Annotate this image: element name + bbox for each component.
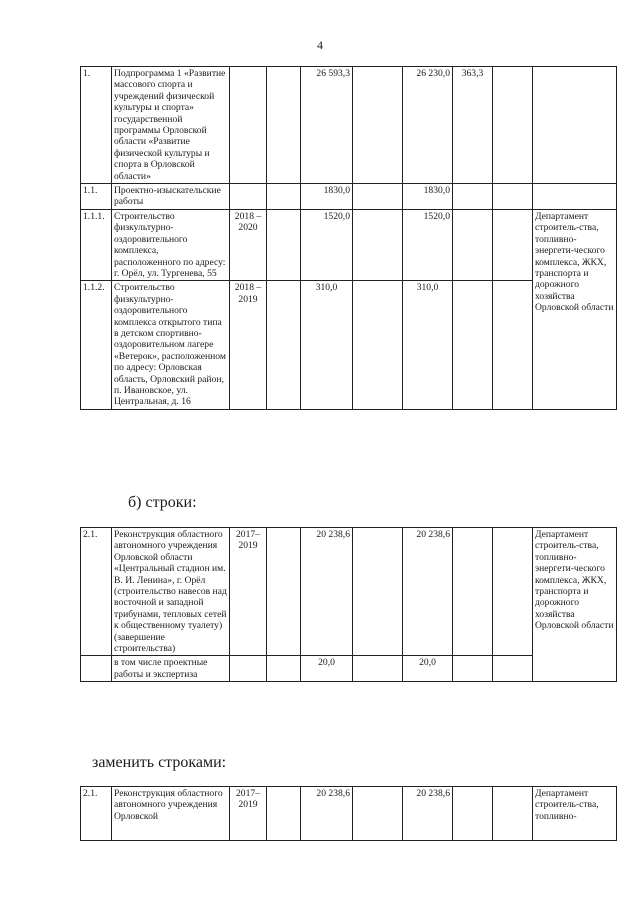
row-c7 (453, 184, 493, 210)
page-number: 4 (317, 38, 323, 52)
row-number: 2.1. (81, 787, 112, 841)
row-number: 1.1. (81, 184, 112, 210)
section-heading-b: б) строки: (128, 494, 197, 511)
row-name: Подпрограмма 1 «Развитие массового спорта и учреждений физической культуры и спорта» государственной программы Орловской области «Развитие физической культуры и спорта в Орловской области» (112, 67, 230, 184)
row-c7 (453, 281, 493, 409)
row-c6: 20 238,6 (403, 528, 453, 656)
row-period: 2018 – 2019 (230, 281, 267, 409)
row-c5 (353, 281, 403, 409)
row-number (81, 656, 112, 682)
table-row (81, 209, 617, 280)
table-row (81, 67, 617, 184)
row-total: 20,0 (301, 656, 353, 682)
row-c8 (493, 281, 533, 409)
row-c8 (493, 67, 533, 184)
empty-cell (267, 787, 301, 841)
table-row (81, 528, 617, 656)
responsible-department: Департамент строитель-ства, топливно-энергети-ческого комплекса, ЖКХ, транспорта и дорожного хозяйства Орловской области (533, 528, 617, 682)
row-dept (533, 184, 617, 210)
empty-cell (267, 184, 301, 210)
row-c6: 310,0 (403, 281, 453, 409)
row-c6: 26 230,0 (403, 67, 453, 184)
row-name: Строительство физкультурно-оздоровительного комплекса открытого типа в детском спортивно-оздоровительном лагере «Ветерок», расположенном по адресу: Орловская область, Орловский район, п. Ивановское, ул. Центральная, д. 16 (112, 281, 230, 409)
row-total: 310,0 (301, 281, 353, 409)
row-number: 1. (81, 67, 112, 184)
row-c8 (493, 656, 533, 682)
row-c6: 1520,0 (403, 209, 453, 280)
row-c5 (353, 67, 403, 184)
row-c8 (493, 184, 533, 210)
row-name: Строительство физкультурно-оздоровительного комплекса, расположенного по адресу: г. Орёл, ул. Тургенева, 55 (112, 209, 230, 280)
row-c7: 363,3 (453, 67, 493, 184)
section-heading-replace: заменить строками: (92, 754, 227, 771)
row-c8 (493, 528, 533, 656)
row-period (230, 67, 267, 184)
row-c8 (493, 787, 533, 841)
row-c5 (353, 528, 403, 656)
row-total: 26 593,3 (301, 67, 353, 184)
row-name: в том числе проектные работы и экспертиза (112, 656, 230, 682)
row-c7 (453, 528, 493, 656)
row-c5 (353, 209, 403, 280)
row-c6: 20,0 (403, 656, 453, 682)
empty-cell (267, 67, 301, 184)
row-total: 20 238,6 (301, 528, 353, 656)
empty-cell (267, 281, 301, 409)
table-row (81, 787, 617, 841)
row-c5 (353, 656, 403, 682)
row-name: Реконструкция областного автономного учреждения Орловской (112, 787, 230, 841)
row-c5 (353, 184, 403, 210)
budget-table-new (80, 786, 617, 841)
row-number: 1.1.1. (81, 209, 112, 280)
row-name: Реконструкция областного автономного учреждения Орловской области «Центральный стадион им. В. И. Ленина», г. Орёл (строительство навесов над восточной и западной трибунами, тепловых сетей к общественному туалету) (завершение строительства) (112, 528, 230, 656)
row-total: 20 238,6 (301, 787, 353, 841)
row-dept (533, 67, 617, 184)
table-row (81, 184, 617, 210)
row-c7 (453, 787, 493, 841)
row-total: 1520,0 (301, 209, 353, 280)
row-period (230, 656, 267, 682)
row-c6: 20 238,6 (403, 787, 453, 841)
row-total: 1830,0 (301, 184, 353, 210)
row-c7 (453, 209, 493, 280)
empty-cell (267, 209, 301, 280)
row-name: Проектно-изыскательские работы (112, 184, 230, 210)
budget-table-top (80, 66, 617, 410)
row-c8 (493, 209, 533, 280)
responsible-department: Департамент строитель-ства, топливно-энергети-ческого комплекса, ЖКХ, транспорта и дорожного хозяйства Орловской области (533, 209, 617, 409)
row-c7 (453, 656, 493, 682)
budget-table-old (80, 527, 617, 682)
row-period: 2017– 2019 (230, 528, 267, 656)
row-c6: 1830,0 (403, 184, 453, 210)
row-number: 1.1.2. (81, 281, 112, 409)
row-period: 2018 – 2020 (230, 209, 267, 280)
row-period: 2017– 2019 (230, 787, 267, 841)
row-period (230, 184, 267, 210)
row-number: 2.1. (81, 528, 112, 656)
empty-cell (267, 528, 301, 656)
responsible-department: Департамент строитель-ства, топливно- (533, 787, 617, 841)
empty-cell (267, 656, 301, 682)
row-c5 (353, 787, 403, 841)
